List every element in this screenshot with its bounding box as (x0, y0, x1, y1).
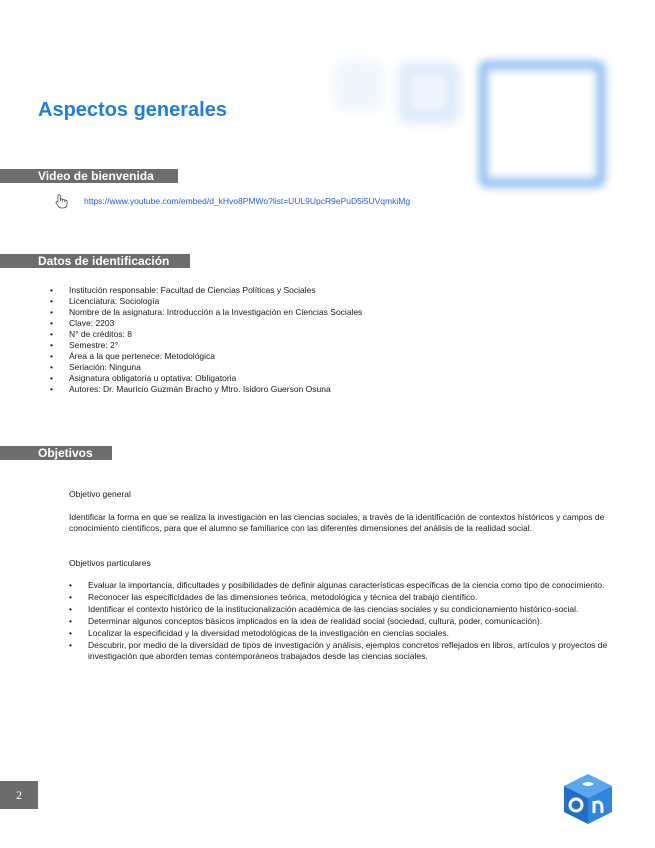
list-item: • Localizar la especificidad y la diversidad metodológicas de la investigación en ciencias sociales. (88, 628, 618, 639)
video-link-row (54, 193, 410, 209)
list-item: • Autores: Dr. Mauricio Guzmán Bracho y Mtro. Isidoro Guerson Osuna (69, 384, 362, 395)
list-item: • Asignatura obligatoria u optativa: Obligatoria (69, 373, 362, 384)
video-link[interactable]: https://www.youtube.com/embed/d_kHvo8PMWo?list=UUL9UpcR9ePuD5i5UVqmkiMg (84, 196, 411, 206)
decorative-square-small (333, 60, 383, 110)
identification-list (69, 285, 362, 395)
list-item: • Nombre de la asignatura: Introducción a la Investigación en Ciencias Sociales (69, 307, 362, 318)
list-item: • Licenciatura: Sociología (69, 296, 362, 307)
list-item: • Descubrir, por medio de la diversidad de tipos de investigación y análisis, ejemplos concretos reflejados en libros, artículos y proyectos de investigación que aborden temas contemporáneos trabajados desde las ciencias sociales. (88, 640, 618, 662)
particular-objectives-label: Objetivos particulares (69, 558, 151, 568)
particular-objectives-list (88, 580, 618, 663)
page-number: 2 (0, 781, 38, 809)
page-title: Aspectos generales (38, 99, 227, 121)
list-item: • Área a la que pertenece: Metodológica (69, 351, 362, 362)
general-objective-text: Identificar la forma en que se realiza la investigación en las ciencias sociales, a través de la identificación de contextos históricos y campos de conocimiento científicos, para que el alumno se familiarice con las diferentes dimensiones del análisis de la realidad social. (69, 512, 605, 533)
section-heading-objetivos: Objetivos (0, 446, 112, 460)
list-item: • Semestre: 2° (69, 340, 362, 351)
decorative-square-large (478, 60, 606, 188)
university-logo-icon (560, 771, 616, 827)
list-item: • Reconocer las especificidades de las dimensiones teórica, metodológica y técnica del trabajo científico. (88, 592, 618, 603)
list-item: • Evaluar la importancia, dificultades y posibilidades de definir algunas características específicas de la ciencia como tipo de conocimiento. (88, 580, 618, 591)
section-heading-video: Video de bienvenida (0, 169, 178, 183)
list-item: • Institución responsable: Facultad de Ciencias Políticas y Sociales (69, 285, 362, 296)
pointing-hand-icon (54, 193, 72, 209)
list-item: • N° de créditos: 8 (69, 329, 362, 340)
general-objective-label: Objetivo general (69, 489, 131, 499)
decorative-square-medium-inner (410, 74, 446, 110)
list-item: • Determinar algunos conceptos básicos implicados en la idea de realidad social (sociedad, cultura, poder, comunicación). (88, 616, 618, 627)
list-item: • Clave: 2203 (69, 318, 362, 329)
section-heading-datos: Datos de identificación (0, 254, 190, 268)
list-item: • Identificar el contexto histórico de la institucionalización académica de las ciencias sociales y su condicionamiento histórico-social. (88, 604, 618, 615)
list-item: • Seriación: Ninguna (69, 362, 362, 373)
